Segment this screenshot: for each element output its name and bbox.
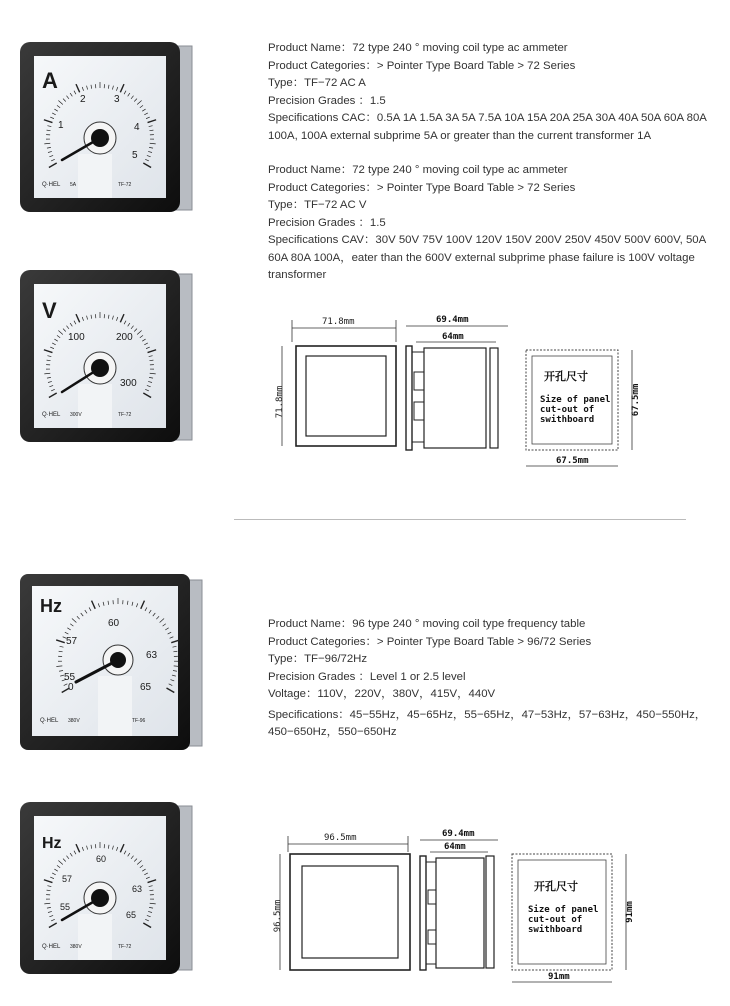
product-category: Product Categories：> Pointer Type Board Table > 72 Series (268, 59, 576, 72)
meter-rating: 300V (70, 412, 82, 418)
cutout-label: swithboard (540, 415, 595, 425)
section-divider (234, 519, 686, 520)
product-spec-voltmeter (268, 162, 708, 285)
meter-rating: 380V (68, 718, 80, 724)
meter-tick-label: 57 (62, 874, 73, 884)
voltage: Voltage：110V，220V，380V，415V，440V (268, 688, 496, 700)
meter-model: TF-96 (132, 718, 146, 724)
precision-grade: Precision Grades ：1.5 (268, 94, 386, 107)
meter-tick-label: 2 (80, 94, 86, 105)
front-height-dim: 96.5mm (273, 899, 283, 933)
product-type: Type：TF−72 AC V (268, 199, 367, 211)
cutout-title-cn: 开孔尺寸 (534, 880, 578, 893)
cutout-width-dim: 67.5mm (556, 456, 589, 466)
meter-model: TF-72 (118, 182, 132, 188)
front-width-dim: 96.5mm (324, 833, 357, 843)
dimension-drawing-72 (276, 312, 656, 472)
product-name: Product Name：72 type 240 ° moving coil type ac ammeter (268, 164, 568, 176)
cutout-label: Size of panel (540, 395, 611, 405)
meter-tick-label: 300 (120, 378, 137, 389)
product-spec-ammeter (268, 40, 708, 145)
meter-unit-label: Hz (40, 596, 62, 616)
product-category: Product Categories：> Pointer Type Board Table > 96/72 Series (268, 635, 592, 648)
product-spec-frequency (268, 616, 708, 742)
meter-model: TF-72 (118, 944, 132, 950)
meter-tick-label: 100 (68, 332, 85, 343)
meter-tick-label: 4 (134, 122, 140, 133)
specifications: Specifications CAC：0.5A 1A 1.5A 3A 5A 7.5A 10A 15A 20A 25A 30A 40A 50A 60A 80A 100A, 100A external subprime 5A or greater than the current transformer 1A (268, 112, 707, 142)
meter-brand: Q·HEL (42, 412, 61, 418)
cutout-width-dim: 91mm (548, 972, 570, 982)
meter-tick-label: 200 (116, 332, 133, 343)
meter-brand: Q·HEL (42, 944, 61, 950)
cutout-label: swithboard (528, 925, 583, 935)
meter-tick-label: 57 (66, 636, 78, 647)
meter-tick-label: 55 (60, 902, 71, 912)
meter-model: TF-72 (118, 412, 132, 418)
frequency-meter-96-photo (18, 572, 208, 754)
meter-tick-label: 60 (108, 618, 120, 629)
product-category: Product Categories：> Pointer Type Board Table > 72 Series (268, 181, 576, 194)
meter-tick-label: 0 (68, 682, 74, 693)
cutout-label: Size of panel (528, 905, 599, 915)
product-name: Product Name：96 type 240 ° moving coil type frequency table (268, 618, 586, 630)
meter-tick-label: 60 (96, 854, 107, 864)
specifications: Specifications CAV：30V 50V 75V 100V 120V 150V 200V 250V 450V 500V 600V, 50A 60A 80A 100A，eater than the 600V external subprime phase failure is 100V voltage transformer (268, 234, 706, 281)
frequency-meter-72-photo (18, 800, 198, 980)
meter-tick-label: 3 (114, 94, 120, 105)
front-height-dim: 71.8mm (275, 385, 285, 419)
cutout-title-cn: 开孔尺寸 (544, 370, 588, 383)
meter-unit-label: A (42, 68, 58, 93)
product-type: Type：TF−96/72Hz (268, 653, 368, 665)
precision-grade: Precision Grades ：Level 1 or 2.5 level (268, 670, 466, 683)
cutout-height-dim: 91mm (625, 901, 635, 923)
meter-rating: 380V (70, 944, 82, 950)
product-type: Type：TF−72 AC A (268, 77, 366, 89)
cutout-label: cut-out of (528, 915, 583, 925)
precision-grade: Precision Grades ：1.5 (268, 216, 386, 229)
meter-tick-label: 65 (126, 910, 137, 920)
meter-tick-label: 65 (140, 682, 152, 693)
cutout-height-dim: 67.5mm (631, 383, 641, 417)
meter-unit-label: V (42, 298, 57, 323)
product-name: Product Name：72 type 240 ° moving coil type ac ammeter (268, 42, 568, 54)
side-total-dim: 69.4mm (442, 829, 475, 839)
meter-brand: Q·HEL (42, 182, 61, 188)
cutout-label: cut-out of (540, 405, 595, 415)
side-total-dim: 69.4mm (436, 315, 469, 325)
meter-tick-label: 55 (64, 672, 76, 683)
meter-tick-label: 63 (146, 650, 158, 661)
meter-unit-label: Hz (42, 835, 62, 852)
meter-brand: Q·HEL (40, 718, 59, 724)
meter-rating: 5A (70, 182, 77, 188)
voltmeter-photo (18, 268, 198, 450)
side-depth-dim: 64mm (444, 842, 466, 852)
dimension-drawing-96 (273, 826, 656, 986)
meter-tick-label: 63 (132, 884, 143, 894)
front-width-dim: 71.8mm (322, 317, 355, 327)
side-depth-dim: 64mm (442, 332, 464, 342)
meter-tick-label: 1 (58, 120, 64, 131)
ammeter-photo (18, 40, 198, 220)
specifications: Specifications：45−55Hz，45−65Hz，55−65Hz，47−53Hz，57−63Hz，450−550Hz，450−650Hz，550−650Hz (268, 708, 707, 738)
meter-tick-label: 5 (132, 150, 138, 161)
